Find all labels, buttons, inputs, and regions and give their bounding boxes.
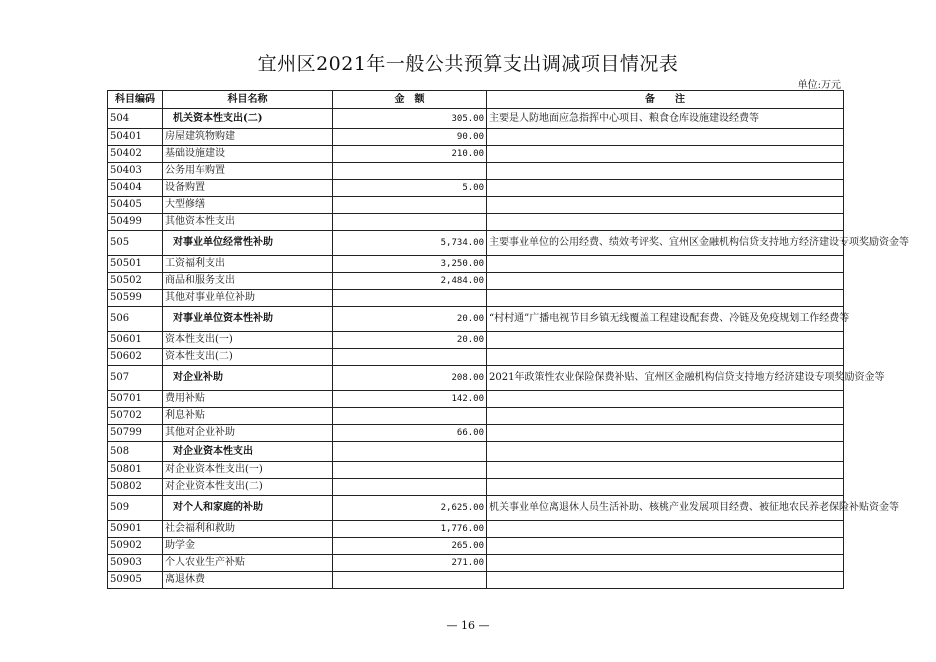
code-cell: 50502 xyxy=(108,273,163,290)
name-cell: 资本性支出(二) xyxy=(163,349,333,366)
table-row xyxy=(108,391,844,408)
note-cell xyxy=(487,180,844,197)
code-cell: 50902 xyxy=(108,538,163,555)
amount-cell xyxy=(333,163,487,180)
header-name: 科目名称 xyxy=(163,91,333,109)
code-cell: 50405 xyxy=(108,197,163,214)
table-row xyxy=(108,479,844,496)
name-cell: 对企业补助 xyxy=(163,366,333,391)
note-cell xyxy=(487,479,844,496)
name-cell: 对事业单位资本性补助 xyxy=(163,307,333,332)
code-cell: 50403 xyxy=(108,163,163,180)
amount-cell: 271.00 xyxy=(333,555,487,572)
amount-cell: 66.00 xyxy=(333,425,487,442)
code-cell: 505 xyxy=(108,231,163,256)
name-cell: 助学金 xyxy=(163,538,333,555)
table-row xyxy=(108,180,844,197)
name-cell: 对企业资本性支出(一) xyxy=(163,462,333,479)
table-row xyxy=(108,256,844,273)
code-cell: 509 xyxy=(108,496,163,521)
name-cell: 商品和服务支出 xyxy=(163,273,333,290)
amount-cell xyxy=(333,197,487,214)
note-cell xyxy=(487,408,844,425)
amount-cell: 20.00 xyxy=(333,332,487,349)
amount-cell xyxy=(333,442,487,462)
page-title: 宜州区2021年一般公共预算支出调减项目情况表 xyxy=(257,53,679,75)
name-cell: 社会福利和救助 xyxy=(163,521,333,538)
code-cell: 50599 xyxy=(108,290,163,307)
amount-cell xyxy=(333,214,487,231)
table-row xyxy=(108,496,844,521)
amount-cell xyxy=(333,349,487,366)
code-cell: 50499 xyxy=(108,214,163,231)
note-cell xyxy=(487,521,844,538)
table-row xyxy=(108,538,844,555)
note-cell xyxy=(487,163,844,180)
name-cell: 其他资本性支出 xyxy=(163,214,333,231)
amount-cell: 3,250.00 xyxy=(333,256,487,273)
name-cell: 大型修缮 xyxy=(163,197,333,214)
name-cell: 离退休费 xyxy=(163,572,333,589)
page-number: — 16 — xyxy=(446,619,490,632)
amount-cell xyxy=(333,572,487,589)
amount-cell xyxy=(333,408,487,425)
amount-cell: 142.00 xyxy=(333,391,487,408)
name-cell: 个人农业生产补贴 xyxy=(163,555,333,572)
code-cell: 507 xyxy=(108,366,163,391)
code-cell: 50602 xyxy=(108,349,163,366)
note-cell: 主要是人防地面应急指挥中心项目、粮食仓库设施建设经费等 xyxy=(487,109,844,129)
name-cell: 房屋建筑物购建 xyxy=(163,129,333,146)
name-cell: 基础设施建设 xyxy=(163,146,333,163)
amount-cell: 2,625.00 xyxy=(333,496,487,521)
note-cell: 2021年政策性农业保险保费补贴、宜州区金融机构信贷支持地方经济建设专项奖励资金等 xyxy=(487,366,844,391)
table-row xyxy=(108,214,844,231)
table-row xyxy=(108,572,844,589)
code-cell: 50702 xyxy=(108,408,163,425)
name-cell: 利息补贴 xyxy=(163,408,333,425)
note-cell xyxy=(487,332,844,349)
note-cell xyxy=(487,462,844,479)
note-cell xyxy=(487,391,844,408)
name-cell: 设备购置 xyxy=(163,180,333,197)
table-row xyxy=(108,521,844,538)
amount-cell: 5,734.00 xyxy=(333,231,487,256)
amount-cell: 265.00 xyxy=(333,538,487,555)
table-row xyxy=(108,109,844,129)
unit-label: 单位:万元 xyxy=(797,80,841,91)
code-cell: 50402 xyxy=(108,146,163,163)
amount-cell: 2,484.00 xyxy=(333,273,487,290)
code-cell: 508 xyxy=(108,442,163,462)
code-cell: 50401 xyxy=(108,129,163,146)
code-cell: 50799 xyxy=(108,425,163,442)
amount-cell xyxy=(333,462,487,479)
code-cell: 50903 xyxy=(108,555,163,572)
note-cell xyxy=(487,214,844,231)
note-cell xyxy=(487,197,844,214)
name-cell: 机关资本性支出(二) xyxy=(163,109,333,129)
table-row xyxy=(108,442,844,462)
name-cell: 对企业资本性支出(二) xyxy=(163,479,333,496)
table-row xyxy=(108,332,844,349)
name-cell: 公务用车购置 xyxy=(163,163,333,180)
note-cell: 机关事业单位离退休人员生活补助、核桃产业发展项目经费、被征地农民养老保险补贴资金等 xyxy=(487,496,844,521)
table-row xyxy=(108,307,844,332)
table-row xyxy=(108,273,844,290)
table-row xyxy=(108,555,844,572)
name-cell: 其他对企业补助 xyxy=(163,425,333,442)
name-cell: 对事业单位经常性补助 xyxy=(163,231,333,256)
name-cell: 资本性支出(一) xyxy=(163,332,333,349)
header-amount: 金 额 xyxy=(333,91,487,109)
name-cell: 对个人和家庭的补助 xyxy=(163,496,333,521)
table-row xyxy=(108,349,844,366)
table-row xyxy=(108,129,844,146)
code-cell: 50905 xyxy=(108,572,163,589)
table-row xyxy=(108,163,844,180)
note-cell: 主要事业单位的公用经费、绩效考评奖、宜州区金融机构信贷支持地方经济建设专项奖励资金等 xyxy=(487,231,844,256)
note-cell xyxy=(487,256,844,273)
amount-cell: 20.00 xyxy=(333,307,487,332)
code-cell: 50801 xyxy=(108,462,163,479)
name-cell: 其他对事业单位补助 xyxy=(163,290,333,307)
note-cell xyxy=(487,538,844,555)
table-row xyxy=(108,366,844,391)
table-row xyxy=(108,462,844,479)
table-row xyxy=(108,231,844,256)
code-cell: 50601 xyxy=(108,332,163,349)
note-cell xyxy=(487,129,844,146)
amount-cell: 1,776.00 xyxy=(333,521,487,538)
name-cell: 工资福利支出 xyxy=(163,256,333,273)
table-row xyxy=(108,197,844,214)
note-cell xyxy=(487,425,844,442)
note-cell: “村村通”广播电视节目乡镇无线覆盖工程建设配套费、冷链及免疫规划工作经费等 xyxy=(487,307,844,332)
note-cell xyxy=(487,349,844,366)
note-cell xyxy=(487,442,844,462)
code-cell: 504 xyxy=(108,109,163,129)
note-cell xyxy=(487,290,844,307)
table-row xyxy=(108,290,844,307)
amount-cell: 305.00 xyxy=(333,109,487,129)
note-cell xyxy=(487,146,844,163)
amount-cell: 208.00 xyxy=(333,366,487,391)
note-cell xyxy=(487,273,844,290)
amount-cell: 90.00 xyxy=(333,129,487,146)
header-code: 科目编码 xyxy=(108,91,163,109)
code-cell: 506 xyxy=(108,307,163,332)
note-cell xyxy=(487,572,844,589)
amount-cell: 210.00 xyxy=(333,146,487,163)
code-cell: 50404 xyxy=(108,180,163,197)
header-note: 备 注 xyxy=(487,91,844,109)
code-cell: 50501 xyxy=(108,256,163,273)
code-cell: 50901 xyxy=(108,521,163,538)
amount-cell: 5.00 xyxy=(333,180,487,197)
code-cell: 50802 xyxy=(108,479,163,496)
table-row xyxy=(108,408,844,425)
table-header-row xyxy=(108,91,844,109)
amount-cell xyxy=(333,290,487,307)
code-cell: 50701 xyxy=(108,391,163,408)
budget-table xyxy=(107,90,909,589)
name-cell: 费用补贴 xyxy=(163,391,333,408)
note-cell xyxy=(487,555,844,572)
table-row xyxy=(108,425,844,442)
name-cell: 对企业资本性支出 xyxy=(163,442,333,462)
table-row xyxy=(108,146,844,163)
amount-cell xyxy=(333,479,487,496)
